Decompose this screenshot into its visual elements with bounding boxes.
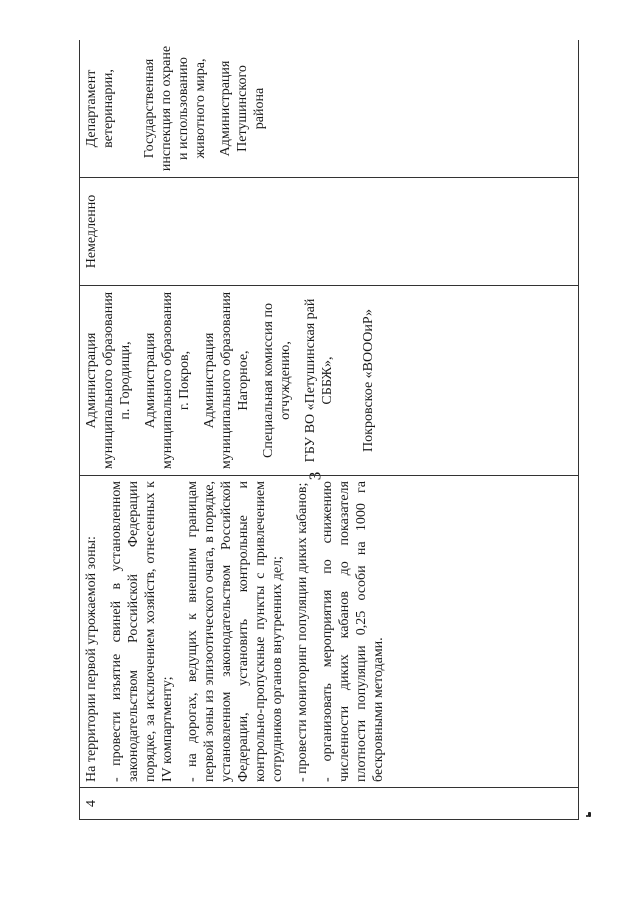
controllers-cell xyxy=(80,40,579,178)
rotated-table-wrapper xyxy=(79,40,579,820)
action-intro: На территории первой угрожаемой зоны: xyxy=(84,536,99,782)
action-item: - провести изъятие свиней в установленном законодательством Российской Федерации порядке, за исключением хозяйств, отнесенных к IV компартменту; xyxy=(109,481,175,782)
action-item: - организовать мероприятия по снижению численности диких кабанов до показателя плотности популяции 0,25 особи на 1000 га бескровными методами. xyxy=(320,481,386,782)
executor-item: Администрация муниципального образования п. Городищи, xyxy=(84,291,133,470)
executor-item: Специальная комиссия по отчуждению, xyxy=(261,303,293,458)
controller-item: Государственная инспекция по охране и использованию животного мира, xyxy=(142,45,208,172)
action-item: - на дорогах, ведущих к внешним границам первой зоны из эпизоотического очага, в порядке, установленном законодательством Российской Федерации, установить контрольные и контрольно-пропускные пункты с привлечением сотрудников органов внутренних дел; xyxy=(185,481,285,782)
controller-item: Департамент ветеринарии, xyxy=(84,69,116,148)
measures-table xyxy=(79,40,579,820)
controller-item: Администрация Петушинского района xyxy=(218,60,267,157)
action-item: - провести мониторинг популяции диких кабанов; xyxy=(295,482,310,782)
table-row xyxy=(80,40,579,820)
executor-item: ГБУ ВО «Петушинская рай СББЖ», xyxy=(303,298,335,463)
page-number: 3 xyxy=(305,471,325,481)
scan-speck xyxy=(586,815,588,817)
executor-item: Администрация муниципального образования Нагорное, xyxy=(202,291,251,470)
executor-item: Администрация муниципального образования г. Покров, xyxy=(143,291,192,470)
action-cell xyxy=(80,476,579,788)
row-number-cell: 4 xyxy=(80,788,579,820)
scan-speck xyxy=(588,812,591,817)
term-cell: Немедленно xyxy=(80,178,579,286)
executor-item: Покровское «ВОООиР» xyxy=(361,309,376,452)
executors-cell xyxy=(80,286,579,476)
